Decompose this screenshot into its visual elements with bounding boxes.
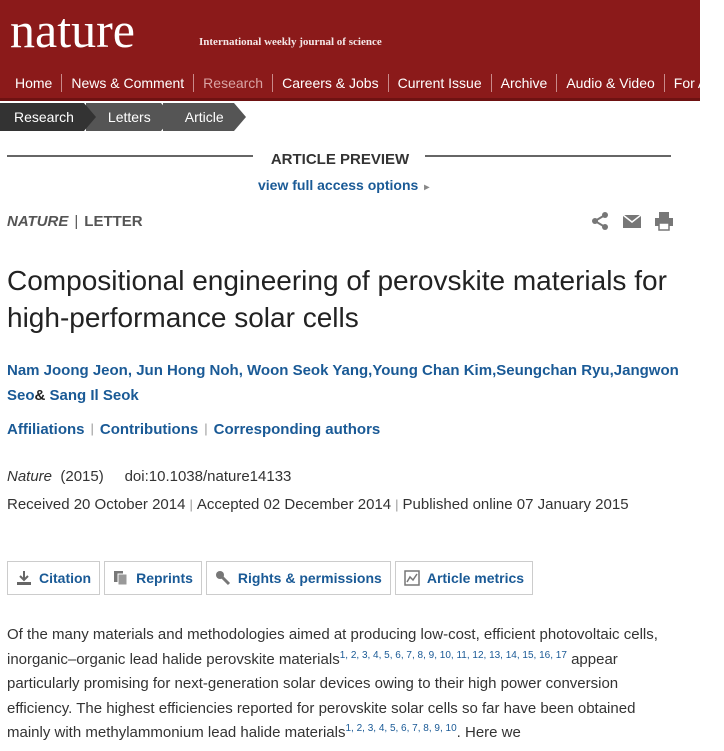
author-ampersand: &	[34, 387, 46, 404]
rights-permissions-label: Rights & permissions	[237, 570, 382, 586]
author-link[interactable]: Woon Seok Yang	[247, 362, 369, 379]
date-divider: |	[189, 497, 193, 512]
author-link[interactable]: Nam Joong Jeon	[7, 362, 128, 379]
reprints-icon	[113, 570, 129, 586]
citation-button[interactable]	[7, 561, 100, 595]
reference-links[interactable]: 1, 2, 3, 4, 5, 6, 7, 8, 9, 10, 11, 12, 13, 14, 15, 16, 17	[339, 649, 567, 661]
rights-permissions-button[interactable]	[206, 561, 391, 595]
citation-line	[7, 468, 291, 485]
affiliation-links	[7, 421, 380, 438]
article-metrics-label: Article metrics	[426, 570, 525, 586]
metrics-icon	[404, 570, 420, 586]
published-date: Published online 07 January 2015	[402, 496, 629, 513]
key-icon	[215, 570, 231, 586]
reference-links[interactable]: 1, 2, 3, 4, 5, 6, 7, 8, 9, 10	[345, 723, 457, 734]
email-icon[interactable]	[622, 211, 642, 231]
breadcrumb	[0, 103, 236, 131]
author-link[interactable]: Young Chan Kim	[372, 362, 493, 379]
reprints-label: Reprints	[136, 570, 193, 586]
doi: doi:10.1038/nature14133	[124, 468, 292, 485]
nav-divider	[0, 98, 700, 101]
link-divider: |	[204, 421, 208, 436]
contributions-link[interactable]: Contributions	[99, 421, 199, 438]
article-preview-heading: ARTICLE PREVIEW	[270, 151, 410, 168]
reprints-button[interactable]	[104, 561, 202, 595]
nav-for-authors[interactable]: For Au	[664, 74, 724, 92]
share-icon[interactable]	[590, 211, 610, 231]
history-dates	[7, 492, 667, 517]
article-tools	[590, 211, 674, 231]
article-type-label: NATURE | LETTER	[7, 213, 143, 230]
breadcrumb-article: Article	[163, 103, 234, 131]
print-icon[interactable]	[654, 211, 674, 231]
journal-name: Nature	[7, 468, 53, 485]
abstract-part: Of the many materials and methodologies aimed at producing low-cost, efficient photovoltaic cells, inorganic–organic lead halide perovskite materials	[7, 626, 658, 668]
nav-archive[interactable]: Archive	[491, 74, 557, 92]
article-title: Compositional engineering of perovskite materials for high-performance solar cells	[7, 265, 667, 333]
author-link[interactable]: Sang Il Seok	[49, 387, 139, 404]
citation-label: Citation	[39, 570, 92, 586]
nav-news-comment[interactable]: News & Comment	[61, 74, 193, 92]
link-divider: |	[90, 421, 94, 436]
author-link[interactable]: Jun Hong Noh	[136, 362, 239, 379]
abstract-text	[7, 623, 667, 746]
accepted-date: Accepted 02 December 2014	[196, 496, 392, 513]
breadcrumb-research[interactable]: Research	[0, 103, 84, 131]
journal-label: NATURE	[7, 213, 69, 230]
article-metrics-button[interactable]	[395, 561, 533, 595]
abstract-part: . Here we	[456, 724, 521, 741]
nav-careers-jobs[interactable]: Careers & Jobs	[272, 74, 387, 92]
full-access-link[interactable]	[258, 177, 429, 193]
breadcrumb-letters[interactable]: Letters	[86, 103, 161, 131]
arrow-right-icon: ▸	[424, 182, 430, 193]
nav-current-issue[interactable]: Current Issue	[388, 74, 491, 92]
affiliations-link[interactable]: Affiliations	[7, 421, 85, 438]
download-icon	[16, 570, 32, 586]
nav-research[interactable]: Research	[193, 74, 272, 92]
author-list: Nam Joong Jeon, Jun Hong Noh, Woon Seok Yang,Young Chan Kim,Seungchan Ryu,Jangwon Seo& Sang Il Seok	[7, 362, 679, 404]
publication-year: (2015)	[60, 468, 104, 485]
received-date: Received 20 October 2014	[7, 496, 186, 513]
corresponding-authors-link[interactable]: Corresponding authors	[213, 421, 381, 438]
nature-logo[interactable]: nature	[10, 2, 135, 58]
full-access-label[interactable]: view full access options	[258, 177, 419, 193]
date-divider: |	[395, 497, 399, 512]
masthead	[0, 0, 700, 68]
author-link[interactable]: Seungchan Ryu	[496, 362, 610, 379]
main-nav	[0, 68, 716, 98]
article-type: LETTER	[84, 213, 143, 230]
nav-audio-video[interactable]: Audio & Video	[556, 74, 663, 92]
abstract-part: appear particularly promising for next-generation solar devices owing to their high power conversion efficiency. The highest efficiencies reported for perovskite solar cells so far have been obtained mainly with methylammonium lead halide materials	[7, 650, 636, 741]
nav-home[interactable]: Home	[15, 75, 53, 91]
tagline: International weekly journal of science	[199, 36, 382, 48]
article-actions	[7, 561, 533, 595]
author-link[interactable]: Jangwon Seo	[7, 362, 679, 404]
